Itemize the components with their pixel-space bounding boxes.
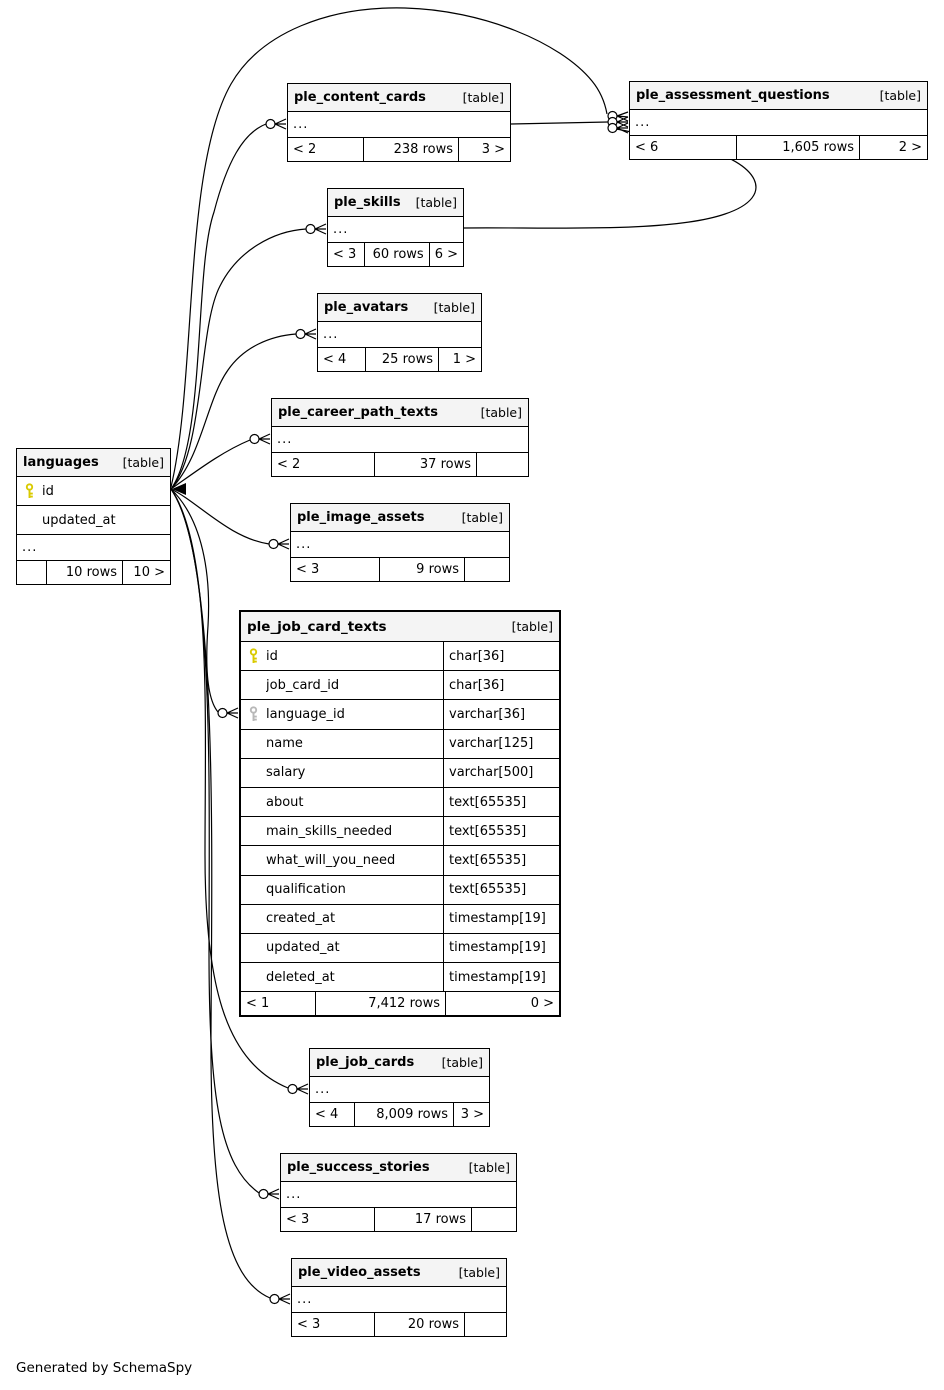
table-footer	[630, 135, 927, 159]
table-tag: [table]	[415, 195, 457, 210]
column-name: deleted_at	[266, 969, 335, 985]
table-header[interactable]	[17, 449, 170, 477]
column-name: language_id	[266, 706, 345, 722]
table-header[interactable]	[292, 1259, 506, 1287]
table-tag: [table]	[441, 1055, 483, 1070]
footer-parents: < 3	[296, 562, 320, 577]
footer-rowcount: 10 rows	[46, 561, 122, 584]
column-type: varchar[125]	[443, 730, 559, 758]
table-name: ple_video_assets	[298, 1265, 421, 1280]
key-spacer	[241, 788, 266, 816]
edge-end-avatars	[296, 329, 316, 339]
table-ple-job-cards[interactable]	[309, 1048, 490, 1127]
table-footer	[272, 452, 528, 476]
footer-rowcount: 60 rows	[364, 243, 429, 266]
footer-parents: < 2	[277, 457, 301, 472]
table-ple-image-assets[interactable]	[290, 503, 510, 582]
more-columns-row: ...	[296, 537, 312, 552]
column-list	[241, 642, 559, 992]
column-type: text[65535]	[443, 876, 559, 904]
column-row-updated_at[interactable]	[241, 934, 559, 963]
edge-content-cards-assessment-questions	[511, 122, 608, 124]
footer-rowcount: 17 rows	[374, 1208, 471, 1231]
more-columns-row: ...	[635, 115, 651, 130]
column-name: job_card_id	[266, 677, 340, 693]
column-row-created_at[interactable]	[241, 905, 559, 934]
edge-end-job-cards	[288, 1084, 308, 1094]
table-ple-video-assets[interactable]	[291, 1258, 507, 1337]
column-row-id[interactable]	[241, 642, 559, 671]
table-name: ple_avatars	[324, 300, 409, 315]
table-footer	[318, 347, 481, 371]
table-name: ple_skills	[334, 195, 401, 210]
edge-end-image-assets	[269, 539, 289, 549]
table-header[interactable]	[310, 1049, 489, 1077]
edge-languages-content-cards	[171, 124, 266, 489]
edge-end-job-card-texts	[218, 708, 238, 718]
column-row-language_id[interactable]	[241, 700, 559, 729]
generator-note: Generated by SchemaSpy	[16, 1360, 193, 1376]
column-type: timestamp[19]	[443, 963, 559, 991]
column-name: salary	[266, 765, 306, 781]
footer-children: 3 >	[453, 1103, 489, 1126]
column-type: varchar[36]	[443, 700, 559, 728]
key-spacer	[241, 846, 266, 874]
table-ple-assessment-questions[interactable]	[629, 81, 928, 160]
foreign-key-icon	[241, 700, 266, 728]
more-columns-row: ...	[17, 535, 170, 561]
footer-parents: < 4	[323, 352, 347, 367]
table-ple-career-path-texts[interactable]	[271, 398, 529, 477]
edge-end-content-cards	[266, 119, 286, 129]
footer-parents: < 4	[315, 1107, 339, 1122]
footer-rowcount: 1,605 rows	[736, 136, 859, 159]
column-row-id[interactable]	[17, 477, 170, 506]
table-name: ple_content_cards	[294, 90, 426, 105]
footer-children	[471, 1208, 516, 1231]
table-ple-job-card-texts[interactable]	[239, 610, 561, 1017]
table-footer	[241, 992, 559, 1015]
footer-children: 10 >	[122, 561, 170, 584]
column-name: main_skills_needed	[266, 823, 393, 839]
table-name: ple_image_assets	[297, 510, 425, 525]
table-languages[interactable]	[16, 448, 171, 585]
column-name: updated_at	[266, 940, 340, 956]
column-name: name	[266, 736, 303, 752]
column-list	[17, 477, 170, 535]
key-spacer	[241, 759, 266, 787]
footer-children: 3 >	[458, 138, 510, 161]
column-type: text[65535]	[443, 817, 559, 845]
column-row-salary[interactable]	[241, 759, 559, 788]
column-type: text[65535]	[443, 846, 559, 874]
key-spacer	[241, 934, 266, 962]
table-header[interactable]	[272, 399, 528, 427]
column-type: text[65535]	[443, 788, 559, 816]
table-header[interactable]	[328, 189, 463, 217]
table-ple-content-cards[interactable]	[287, 83, 511, 162]
primary-key-icon	[17, 477, 42, 505]
column-row-job_card_id[interactable]	[241, 671, 559, 700]
footer-parents	[17, 561, 46, 584]
table-footer	[281, 1207, 516, 1231]
footer-children: 2 >	[859, 136, 927, 159]
column-row-name[interactable]	[241, 730, 559, 759]
footer-parents: < 3	[286, 1212, 310, 1227]
table-tag: [table]	[879, 88, 921, 103]
table-tag: [table]	[458, 1265, 500, 1280]
footer-children: 0 >	[445, 992, 559, 1015]
table-ple-avatars[interactable]	[317, 293, 482, 372]
footer-parents: < 6	[635, 140, 659, 155]
footer-rowcount: 8,009 rows	[354, 1103, 453, 1126]
column-type: char[36]	[443, 671, 559, 699]
table-name: ple_job_cards	[316, 1055, 415, 1070]
footer-parents: < 2	[293, 142, 317, 157]
edge-languages-job-card-texts	[171, 489, 218, 712]
footer-children	[464, 1313, 506, 1336]
column-row-updated_at[interactable]	[17, 506, 170, 535]
edge-end-success-stories	[259, 1189, 279, 1199]
table-footer	[288, 137, 510, 161]
column-type: varchar[500]	[443, 759, 559, 787]
footer-parents: < 1	[246, 996, 270, 1012]
key-spacer	[241, 817, 266, 845]
more-columns-row: ...	[315, 1082, 331, 1097]
table-tag: [table]	[433, 300, 475, 315]
key-spacer	[241, 671, 266, 699]
table-tag: [table]	[122, 455, 164, 470]
footer-children	[476, 453, 528, 476]
more-columns-row: ...	[277, 432, 293, 447]
column-row-main_skills_needed[interactable]	[241, 817, 559, 846]
key-spacer	[241, 876, 266, 904]
table-footer	[17, 561, 170, 584]
table-header[interactable]	[288, 84, 510, 112]
column-row-about[interactable]	[241, 788, 559, 817]
footer-rowcount: 238 rows	[363, 138, 458, 161]
footer-rowcount: 37 rows	[374, 453, 476, 476]
table-header[interactable]	[291, 504, 509, 532]
footer-children: 1 >	[438, 348, 481, 371]
key-spacer	[241, 905, 266, 933]
column-name: what_will_you_need	[266, 852, 396, 868]
footer-rowcount: 7,412 rows	[315, 992, 445, 1015]
table-tag: [table]	[511, 619, 553, 634]
more-columns-row: ...	[286, 1187, 302, 1202]
edge-end-video-assets	[270, 1294, 290, 1304]
table-header[interactable]	[281, 1154, 516, 1182]
table-footer	[292, 1312, 506, 1336]
column-name: created_at	[266, 911, 336, 927]
footer-parents: < 3	[297, 1317, 321, 1332]
more-columns-row: ...	[293, 117, 309, 132]
table-name: languages	[23, 455, 99, 470]
table-footer	[291, 557, 509, 581]
column-name: qualification	[266, 882, 346, 898]
table-name: ple_career_path_texts	[278, 405, 438, 420]
column-type: char[36]	[443, 642, 559, 670]
table-tag: [table]	[480, 405, 522, 420]
key-spacer	[17, 506, 42, 534]
footer-children	[464, 558, 509, 581]
table-header[interactable]	[630, 82, 927, 110]
key-spacer	[241, 963, 266, 991]
table-tag: [table]	[461, 510, 503, 525]
footer-rowcount: 25 rows	[365, 348, 438, 371]
column-type: timestamp[19]	[443, 934, 559, 962]
table-header[interactable]	[318, 294, 481, 322]
footer-rowcount: 20 rows	[374, 1313, 464, 1336]
table-ple-skills[interactable]	[327, 188, 464, 267]
table-name: ple_assessment_questions	[636, 88, 830, 103]
column-type: timestamp[19]	[443, 905, 559, 933]
more-columns-row: ...	[297, 1292, 313, 1307]
footer-rowcount: 9 rows	[379, 558, 464, 581]
column-row-what_will_you_need[interactable]	[241, 846, 559, 875]
table-name: ple_success_stories	[287, 1160, 430, 1175]
table-name: ple_job_card_texts	[247, 618, 387, 635]
footer-children: 6 >	[429, 243, 463, 266]
footer-parents: < 3	[333, 247, 357, 262]
column-row-qualification[interactable]	[241, 876, 559, 905]
table-header[interactable]	[241, 612, 559, 642]
edge-end-skills	[306, 224, 326, 234]
primary-key-icon	[241, 642, 266, 670]
table-footer	[328, 242, 463, 266]
table-tag: [table]	[468, 1160, 510, 1175]
column-name: id	[266, 648, 278, 664]
more-columns-row: ...	[323, 327, 339, 342]
table-footer	[310, 1102, 489, 1126]
column-row-deleted_at[interactable]	[241, 963, 559, 992]
column-name: updated_at	[42, 512, 116, 528]
column-name: about	[266, 794, 304, 810]
more-columns-row: ...	[333, 222, 349, 237]
edge-end-career-path-texts	[250, 434, 270, 444]
key-spacer	[241, 730, 266, 758]
table-tag: [table]	[462, 90, 504, 105]
table-ple-success-stories[interactable]	[280, 1153, 517, 1232]
column-name: id	[42, 483, 54, 499]
edge-languages-image-assets	[171, 489, 269, 544]
